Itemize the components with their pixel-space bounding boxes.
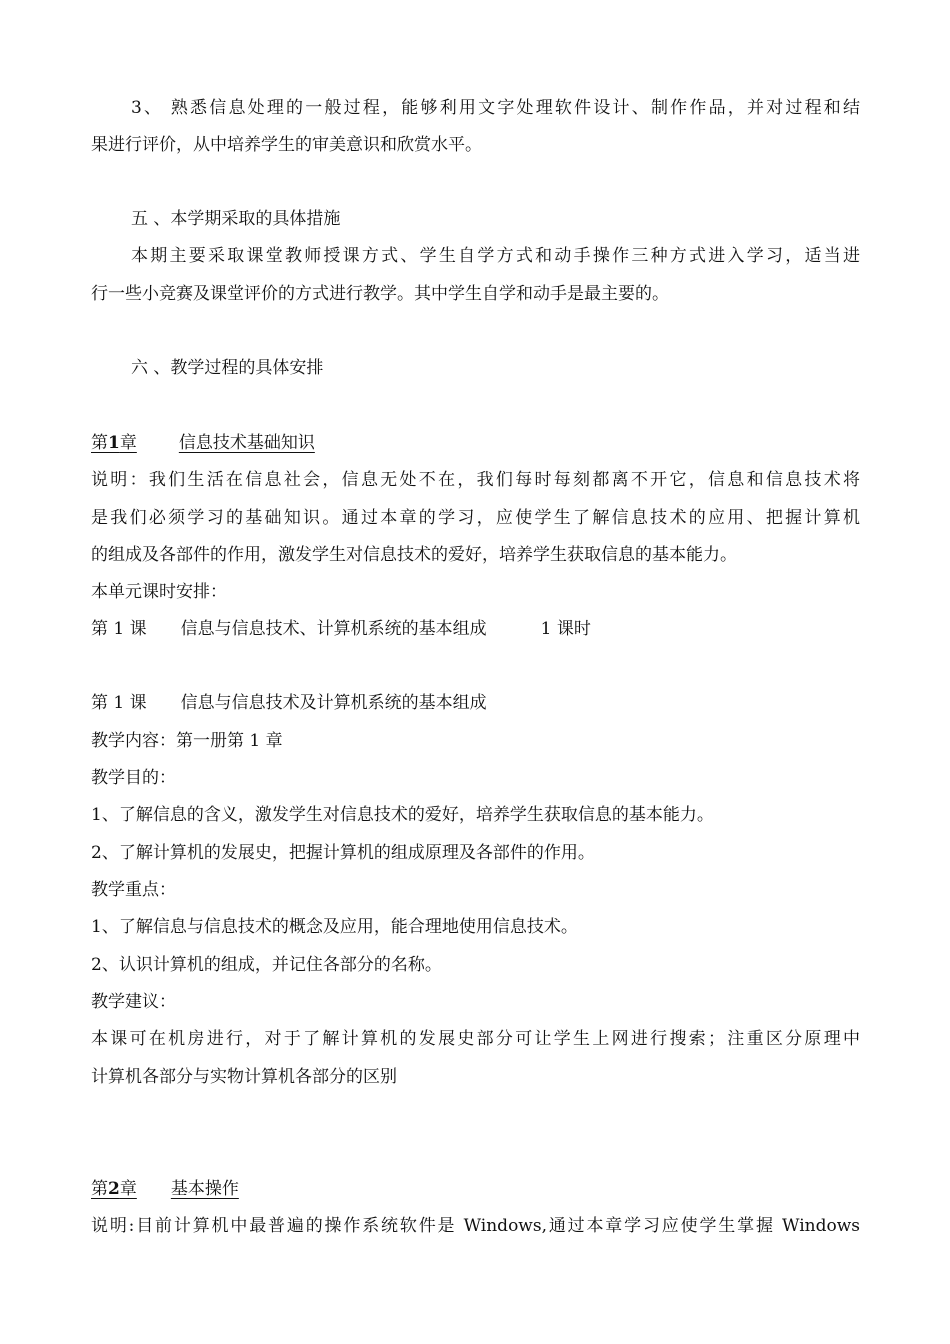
schedule-lesson-number: 第 1 课 bbox=[91, 619, 147, 639]
chapter-2-prefix: 第 bbox=[91, 1179, 108, 1199]
lesson-1-focus-1: 1、了解信息与信息技术的概念及应用，能合理地使用信息技术。 bbox=[91, 917, 578, 937]
lesson-1-number: 第 1 课 bbox=[91, 693, 147, 713]
lesson-1-goal-1: 1、了解信息的含义，激发学生对信息技术的爱好，培养学生获取信息的基本能力。 bbox=[91, 805, 714, 825]
chapter-1-suffix: 章 bbox=[119, 433, 137, 453]
schedule-label: 本单元课时安排： bbox=[91, 582, 227, 602]
lesson-1-focus-2: 2、认识计算机的组成，并记住各部分的名称。 bbox=[91, 955, 442, 975]
section-5-heading: 五 、本学期采取的具体措施 bbox=[131, 209, 341, 229]
schedule-row bbox=[91, 617, 591, 641]
lesson-1-advice-line-2: 计算机各部分与实物计算机各部分的区别 bbox=[91, 1067, 397, 1087]
chapter-2-heading bbox=[91, 1177, 273, 1201]
section-5-paragraph-line-2: 行一些小竞赛及课堂评价的方式进行教学。其中学生自学和动手是最主要的。 bbox=[91, 284, 669, 304]
objective-3-line-1: 3、 熟悉信息处理的一般过程，能够利用文字处理软件设计、制作作品，并对过程和结 bbox=[131, 98, 860, 118]
chapter-1-title: 信息技术基础知识 bbox=[178, 433, 315, 453]
lesson-1-content: 教学内容：第一册第 1 章 bbox=[91, 731, 283, 751]
chapter-1-heading bbox=[91, 431, 361, 455]
section-6-heading: 六 、教学过程的具体安排 bbox=[131, 358, 324, 378]
lesson-1-heading bbox=[91, 691, 487, 715]
schedule-lesson-title: 信息与信息技术、计算机系统的基本组成 bbox=[180, 619, 487, 639]
chapter-1-description-line-3: 的组成及各部件的作用，激发学生对信息技术的爱好，培养学生获取信息的基本能力。 bbox=[91, 545, 737, 565]
chapter-2-description-line-1: 说明:目前计算机中最普遍的操作系统软件是 Windows,通过本章学习应使学生掌握 Windows bbox=[91, 1216, 860, 1236]
lesson-1-goals-label: 教学目的： bbox=[91, 768, 176, 788]
objective-3-line-2: 果进行评价，从中培养学生的审美意识和欣赏水平。 bbox=[91, 135, 482, 155]
chapter-2-number: 2 bbox=[108, 1179, 120, 1199]
chapter-1-prefix: 第 bbox=[91, 433, 108, 453]
lesson-1-advice-line-1: 本课可在机房进行，对于了解计算机的发展史部分可让学生上网进行搜索；注重区分原理中 bbox=[91, 1029, 860, 1049]
chapter-2-title: 基本操作 bbox=[170, 1179, 239, 1199]
section-5-paragraph-line-1: 本期主要采取课堂教师授课方式、学生自学方式和动手操作三种方式进入学习，适当进 bbox=[131, 246, 860, 266]
lesson-1-title: 信息与信息技术及计算机系统的基本组成 bbox=[180, 693, 487, 713]
chapter-1-description-line-2: 是我们必须学习的基础知识。通过本章的学习，应使学生了解信息技术的应用、把握计算机 bbox=[91, 508, 860, 528]
lesson-1-goal-2: 2、了解计算机的发展史，把握计算机的组成原理及各部件的作用。 bbox=[91, 843, 595, 863]
chapter-1-number: 1 bbox=[108, 433, 120, 453]
schedule-lesson-hours: 1 课时 bbox=[540, 619, 591, 639]
chapter-2-suffix: 章 bbox=[119, 1179, 137, 1199]
lesson-1-advice-label: 教学建议： bbox=[91, 992, 176, 1012]
lesson-1-focus-label: 教学重点： bbox=[91, 880, 176, 900]
chapter-1-description-line-1: 说明：我们生活在信息社会，信息无处不在，我们每时每刻都离不开它，信息和信息技术将 bbox=[91, 470, 860, 490]
